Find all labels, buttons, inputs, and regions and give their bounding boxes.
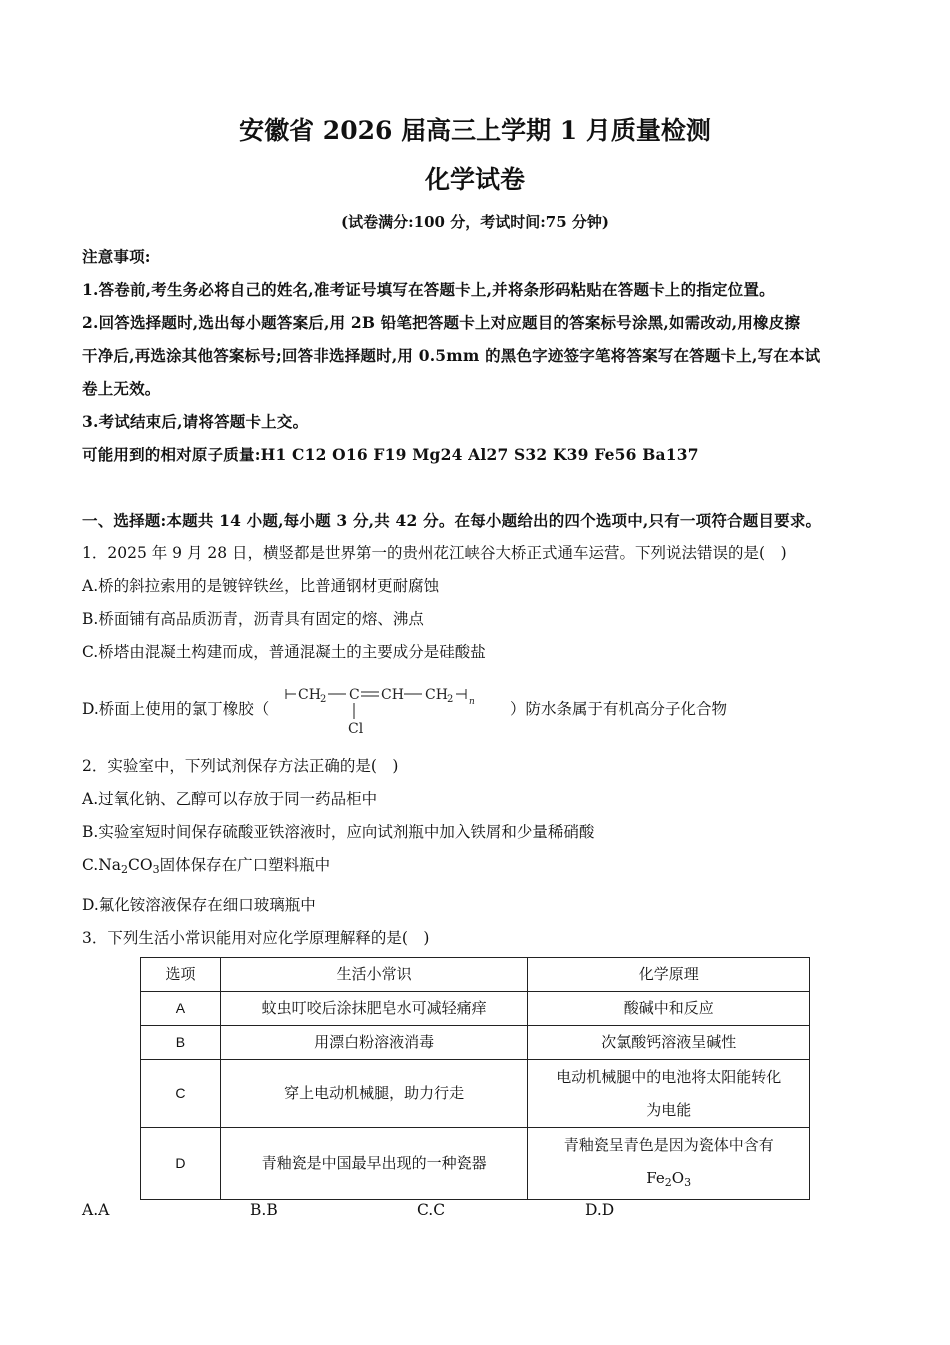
chain-end-ch: CH [425, 687, 448, 703]
question-2-option-d: D.氟化铵溶液保存在细口玻璃瓶中 [82, 896, 316, 914]
row-d-principle-line-2 [532, 1162, 805, 1199]
chloroprene-rubber-formula [282, 677, 512, 737]
row-a-tip: 蚊虫叮咬后涂抹肥皂水可减轻痛痒 [220, 992, 528, 1026]
header-option: 选项 [141, 958, 221, 992]
option-c-suffix: 固体保存在广口塑料瓶中 [159, 856, 331, 874]
row-a-principle: 酸碱中和反应 [528, 992, 810, 1026]
table-header-row [141, 958, 810, 992]
note-item-1: 1.答卷前,考生务必将自己的姓名,准考证号填写在答题卡上,并将条形码粘贴在答题卡上的指定位置。 [82, 280, 775, 299]
row-c-tip: 穿上电动机械腿，助力行走 [220, 1060, 528, 1128]
question-1-option-a: A.桥的斜拉索用的是镀锌铁丝，比普通钢材更耐腐蚀 [82, 577, 440, 595]
chain-start-sub: 2 [320, 694, 327, 705]
note-item-3: 3.考试结束后,请将答题卡上交。 [82, 412, 309, 431]
chain-c: C [349, 687, 360, 703]
header-principle: 化学原理 [528, 958, 810, 992]
chain-start-ch: CH [298, 687, 321, 703]
formula-sub-3: 3 [152, 863, 160, 876]
row-d-option: D [141, 1128, 221, 1200]
note-item-2-line-2: 干净后,再选涂其他答案标号;回答非选择题时,用 0.5mm 的黑色字迹签字笔将答案写在答题卡上,写在本试 [82, 346, 821, 365]
repeat-n: n [469, 697, 475, 707]
row-c-principle-line-1: 电动机械腿中的电池将太阳能转化 [556, 1067, 782, 1086]
row-b-tip: 用漂白粉溶液消毒 [220, 1026, 528, 1060]
row-c-principle [528, 1060, 810, 1128]
question-1-option-d-suffix: ）防水条属于有机高分子化合物 [510, 700, 728, 718]
page-title: 安徽省 2026 届高三上学期 1 月质量检测 [239, 116, 711, 145]
chain-end-sub: 2 [447, 694, 454, 705]
row-c-option: C [141, 1060, 221, 1128]
question-3-answer-b: B.B [250, 1201, 278, 1219]
formula-sub-2: 2 [121, 863, 129, 876]
formula-fe-sub: 2 [664, 1175, 672, 1189]
notes-heading: 注意事项: [82, 247, 151, 266]
question-3-table [140, 957, 810, 1200]
table-row-d [141, 1128, 810, 1200]
question-3-stem: 3．下列生活小常识能用对应化学原理解释的是( ) [82, 929, 430, 947]
question-1-stem: 1．2025 年 9 月 28 日，横竖都是世界第一的贵州花江峡谷大桥正式通车运营。下列说法错误的是( ) [82, 544, 787, 562]
question-3-answer-d: D.D [585, 1201, 615, 1219]
question-1-option-b: B.桥面铺有高品质沥青，沥青具有固定的熔、沸点 [82, 610, 424, 628]
note-item-2-line-3: 卷上无效。 [82, 379, 161, 398]
subject-title: 化学试卷 [424, 165, 525, 194]
row-c-principle-line-2: 为电能 [646, 1100, 692, 1119]
question-2-option-b: B.实验室短时间保存硫酸亚铁溶液时，应向试剂瓶中加入铁屑和少量稀硝酸 [82, 823, 595, 841]
formula-o-sub: 3 [684, 1175, 692, 1189]
exam-info: (试卷满分:100 分，考试时间:75 分钟) [341, 213, 609, 231]
table-row-b [141, 1026, 810, 1060]
section-1-heading: 一、选择题:本题共 14 小题,每小题 3 分,共 42 分。在每小题给出的四个选项中,只有一项符合题目要求。 [82, 511, 822, 530]
chain-ch: CH [381, 687, 404, 703]
formula-o: O [671, 1168, 685, 1187]
chlorine-branch: Cl [348, 721, 364, 737]
question-1-option-c: C.桥塔由混凝土构建而成，普通混凝土的主要成分是硅酸盐 [82, 643, 486, 661]
polymer-structure [282, 677, 512, 737]
question-3-answer-a: A.A [82, 1201, 110, 1219]
question-3-answer-c: C.C [417, 1201, 446, 1219]
row-d-principle-line-1: 青釉瓷呈青色是因为瓷体中含有 [563, 1135, 774, 1154]
question-2-stem: 2．实验室中，下列试剂保存方法正确的是( ) [82, 757, 399, 775]
row-b-principle: 次氯酸钙溶液呈碱性 [528, 1026, 810, 1060]
table-row-c [141, 1060, 810, 1128]
table-row-a [141, 992, 810, 1026]
row-d-principle [528, 1128, 810, 1200]
question-2-option-c [82, 853, 330, 876]
formula-na: Na [98, 856, 122, 874]
formula-fe: Fe [646, 1168, 665, 1187]
question-2-option-a: A.过氧化钠、乙醇可以存放于同一药品柜中 [82, 790, 378, 808]
atomic-mass-line: 可能用到的相对原子质量:H1 C12 O16 F19 Mg24 Al27 S32 K39 Fe56 Ba137 [82, 445, 699, 464]
row-a-option: A [141, 992, 221, 1026]
row-d-tip: 青釉瓷是中国最早出现的一种瓷器 [220, 1128, 528, 1200]
header-life-tip: 生活小常识 [220, 958, 528, 992]
note-item-2-line-1: 2.回答选择题时,选出每小题答案后,用 2B 铅笔把答题卡上对应题目的答案标号涂黑,如需改动,用橡皮擦 [82, 313, 801, 332]
option-c-prefix: C. [82, 856, 99, 874]
question-1-option-d-prefix: D.桥面上使用的氯丁橡胶（ [82, 700, 270, 718]
row-b-option: B [141, 1026, 221, 1060]
formula-co: CO [128, 856, 153, 874]
